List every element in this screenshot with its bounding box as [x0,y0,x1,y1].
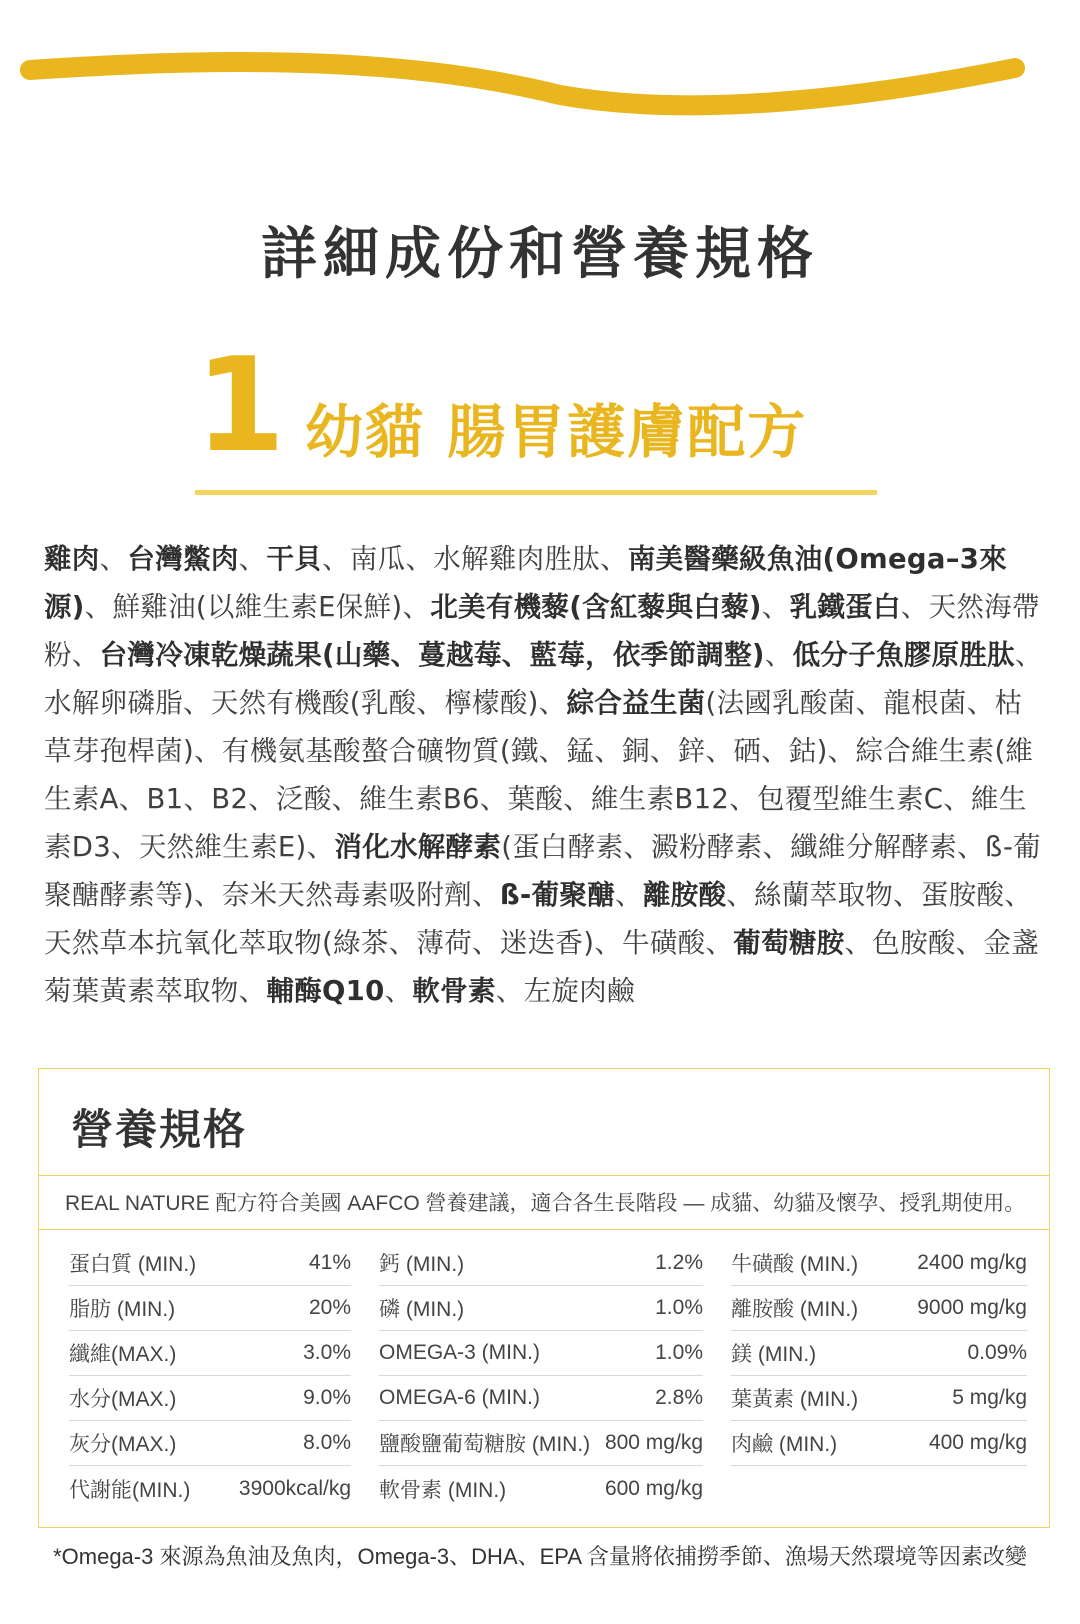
ingredient-highlight: 干貝 [266,543,323,575]
spec-value: 1.2% [655,1251,703,1274]
spec-label: 鎂 (MIN.) [731,1343,817,1366]
nutrition-spec-box [38,1068,1050,1528]
spec-label: OMEGA-6 (MIN.) [379,1386,540,1409]
formula-name: 幼貓 腸胃護膚配方 [305,398,808,466]
spec-label: 磷 (MIN.) [379,1298,465,1321]
spec-column-3 [731,1241,1027,1466]
spec-value: 600 mg/kg [604,1476,703,1500]
ingredient-highlight: 離胺酸 [642,879,727,911]
ingredient-highlight: 軟骨素 [412,975,496,1007]
spec-label: 代謝能(MIN.) [69,1478,191,1502]
spec-value: 2400 mg/kg [917,1251,1027,1274]
spec-row [379,1421,703,1466]
spec-value: 800 mg/kg [604,1431,703,1454]
ingredient-highlight: 北美有機藜(含紅藜與白藜) [430,591,762,623]
spec-row [69,1331,351,1376]
ingredient-highlight: 葡萄糖胺 [733,927,845,959]
ingredient-text: 、左旋肉鹼 [495,975,635,1007]
spec-value: 8.0% [303,1431,351,1454]
spec-label: 牛磺酸 (MIN.) [731,1253,859,1276]
spec-value: 0.09% [967,1341,1027,1364]
spec-value: 3900kcal/kg [238,1476,351,1500]
spec-row [379,1241,703,1286]
ingredient-text: 、 [384,975,413,1007]
spec-value: 1.0% [655,1296,703,1319]
ingredient-text: 、 [238,543,267,575]
spec-label: 軟骨素 (MIN.) [379,1478,507,1502]
ingredient-text: (蛋白酵素、澱粉酵素、纖維分解酵素、ß-葡聚醣酵素等)、奈米天然毒素吸附劑、 [44,831,1041,911]
spec-value: 1.0% [655,1341,703,1364]
ingredient-text: 、鮮雞油(以維生素E保鮮)、 [84,591,431,623]
spec-row [731,1421,1027,1466]
ingredient-highlight: 南美醫藥級魚油(Omega–3來源) [44,543,1008,623]
spec-row [69,1286,351,1331]
ingredient-text: 、天然海帶粉、 [44,591,1040,671]
spec-value: 400 mg/kg [928,1431,1027,1454]
ingredient-highlight: 低分子魚膠原胜肽 [792,639,1015,671]
spec-row [379,1286,703,1331]
spec-label: 纖維(MAX.) [69,1343,177,1366]
formula-number: 1 [195,329,286,481]
divider [39,1229,1049,1230]
spec-label: 鹽酸鹽葡萄糖胺 (MIN.) [379,1433,591,1456]
spec-value: 9000 mg/kg [917,1296,1027,1319]
spec-row [731,1241,1027,1286]
ingredient-highlight: 輔酶Q10 [266,975,385,1007]
ingredient-highlight: 台灣鱉肉 [127,543,239,575]
spec-title: 營養規格 [71,1105,248,1154]
ingredient-highlight: 台灣冷凍乾燥蔬果(山藥、蔓越莓、藍莓，依季節調整) [99,639,765,671]
ingredients-list [44,535,1044,1015]
spec-value: 3.0% [303,1341,351,1364]
decorative-wave [0,0,1080,140]
ingredient-text: 、 [99,543,128,575]
spec-note: REAL NATURE 配方符合美國 AAFCO 營養建議，適合各生長階段 — 成貓、幼貓及懷孕、授乳期使用。 [65,1192,1026,1215]
ingredient-highlight: 雞肉 [44,543,100,575]
spec-row [379,1376,703,1421]
spec-row [69,1466,351,1511]
spec-label: 離胺酸 (MIN.) [731,1298,859,1321]
ingredient-highlight: ß-葡聚醣 [499,879,616,911]
spec-row [69,1421,351,1466]
ingredient-text: 、色胺酸、金盞菊葉黃素萃取物、 [44,927,1040,1007]
formula-heading [195,329,895,495]
ingredient-text: 、 [764,639,793,671]
ingredient-text: (法國乳酸菌、龍根菌、枯草芽孢桿菌)、有機氨基酸螯合礦物質(鐵、錳、銅、鋅、硒、鈷)、綜合維生素(維生素A、B1、B2、泛酸、維生素B6、葉酸、維生素B12、包覆型維生素C、維生素D3、天然維生素E)、 [44,687,1034,863]
spec-value: 2.8% [655,1386,703,1409]
spec-row [731,1376,1027,1421]
spec-row [69,1376,351,1421]
spec-row [69,1241,351,1286]
ingredient-text: 、絲蘭萃取物、蛋胺酸、天然草本抗氧化萃取物(綠茶、薄荷、迷迭香)、牛磺酸、 [44,879,1033,959]
spec-label: 水分(MAX.) [69,1388,177,1411]
spec-label: 肉鹼 (MIN.) [731,1433,838,1456]
spec-value: 9.0% [303,1386,351,1409]
page-title: 詳細成份和營養規格 [261,222,819,287]
spec-label: 葉黃素 (MIN.) [731,1388,859,1411]
ingredient-highlight: 消化水解酵素 [334,831,502,863]
ingredient-text: 、水解卵磷脂、天然有機酸(乳酸、檸檬酸)、 [44,639,1043,719]
spec-column-2 [379,1241,703,1511]
ingredient-text: 、 [615,879,643,911]
spec-row [731,1331,1027,1376]
footnote: *Omega-3 來源為魚油及魚肉，Omega-3、DHA、EPA 含量將依捕撈季節、漁場天然環境等因素改變 [53,1544,1027,1569]
spec-label: 脂肪 (MIN.) [69,1298,176,1321]
spec-value: 41% [308,1251,351,1274]
spec-value: 5 mg/kg [952,1386,1027,1409]
spec-row [731,1286,1027,1331]
spec-label: 鈣 (MIN.) [379,1253,465,1276]
spec-row [379,1466,703,1511]
ingredient-highlight: 乳鐵蛋白 [789,591,901,623]
spec-column-1 [69,1241,351,1511]
spec-label: OMEGA-3 (MIN.) [379,1341,540,1364]
formula-underline [195,490,877,495]
spec-label: 蛋白質 (MIN.) [69,1253,197,1276]
spec-row [379,1331,703,1376]
ingredient-text: 、南瓜、水解雞肉胜肽、 [322,543,628,575]
spec-label: 灰分(MAX.) [69,1433,177,1456]
ingredient-text: 、 [761,591,790,623]
divider [39,1175,1049,1176]
ingredient-highlight: 綜合益生菌 [566,687,706,719]
spec-value: 20% [308,1296,351,1319]
